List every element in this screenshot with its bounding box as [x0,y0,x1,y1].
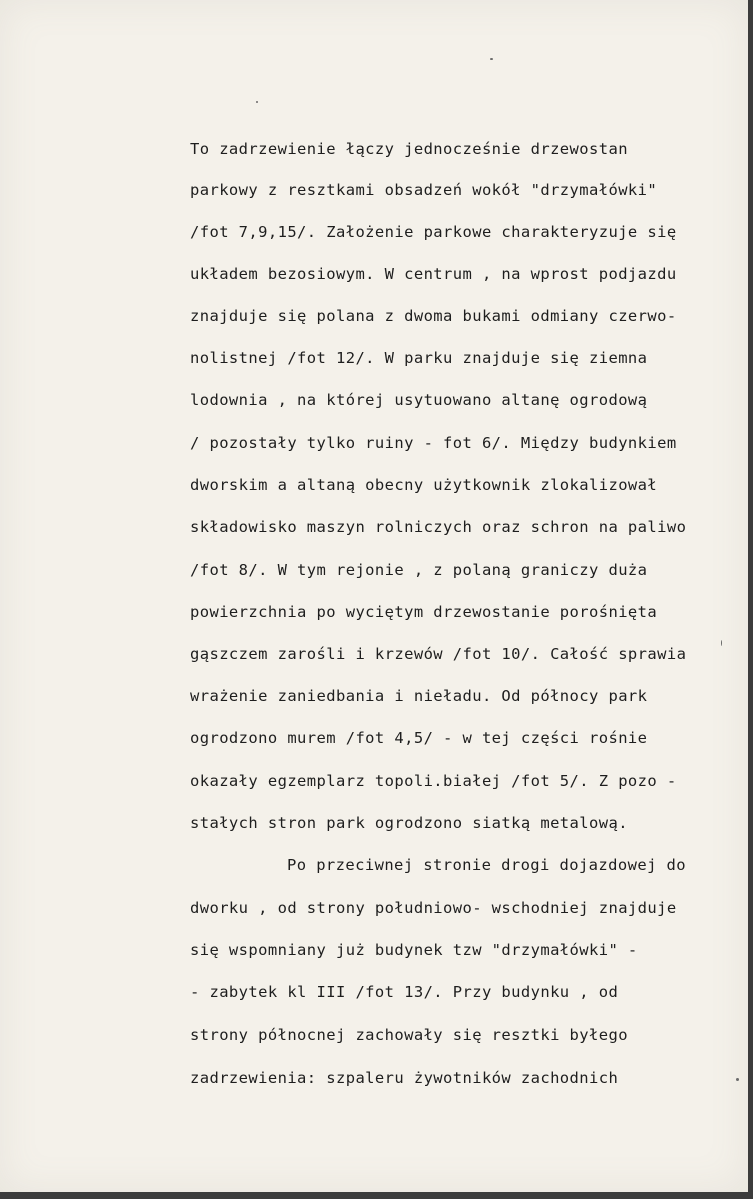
text-line-4: układem bezosiowym. W centrum , na wprost podjazdu [190,265,677,283]
text-line-23: zadrzewienia: szpaleru żywotników zachodnich [190,1069,619,1087]
text-line-12: powierzchnia po wyciętym drzewostanie porośnięta [190,603,658,621]
text-line-10: składowisko maszyn rolniczych oraz schron na paliwo [190,518,687,536]
text-line-11: /fot 8/. W tym rejonie , z polaną graniczy duża [190,561,648,579]
text-line-18: Po przeciwnej stronie drogi dojazdowej do [287,856,687,874]
text-line-19: dworku , od strony południowo- wschodniej znajduje [190,899,677,917]
paper-speck [736,1078,739,1081]
text-line-6: nolistnej /fot 12/. W parku znajduje się ziemna [190,349,648,367]
text-line-17: stałych stron park ogrodzono siatką metalową. [190,814,628,832]
text-line-20: się wspomniany już budynek tzw "drzymałówki" - [190,941,638,959]
text-line-1: To zadrzewienie łączy jednocześnie drzewostan [190,140,628,158]
scan-border-right [748,0,753,1199]
scan-border-bottom [0,1192,753,1199]
text-line-9: dworskim a altaną obecny użytkownik zlokalizował [190,476,658,494]
text-line-13: gąszczem zarośli i krzewów /fot 10/. Całość sprawia [190,645,687,663]
text-line-3: /fot 7,9,15/. Założenie parkowe charakteryzuje się [190,223,677,241]
text-line-15: ogrodzono murem /fot 4,5/ - w tej części rośnie [190,729,648,747]
paper-speck [490,58,493,60]
text-line-22: strony północnej zachowały się resztki byłego [190,1026,628,1044]
paper-speck [256,101,258,103]
text-line-2: parkowy z resztkami obsadzeń wokół "drzymałówki" [190,181,658,199]
text-line-8: / pozostały tylko ruiny - fot 6/. Między budynkiem [190,434,677,452]
text-line-5: znajduje się polana z dwoma bukami odmiany czerwo- [190,307,677,325]
text-line-7: lodownia , na której usytuowano altanę ogrodową [190,391,648,409]
text-line-14: wrażenie zaniedbania i nieładu. Od północy park [190,687,648,705]
text-line-21: - zabytek kl III /fot 13/. Przy budynku , od [190,983,619,1001]
text-line-16: okazały egzemplarz topoli.białej /fot 5/. Z pozo - [190,772,677,790]
paper-speck [721,640,722,646]
